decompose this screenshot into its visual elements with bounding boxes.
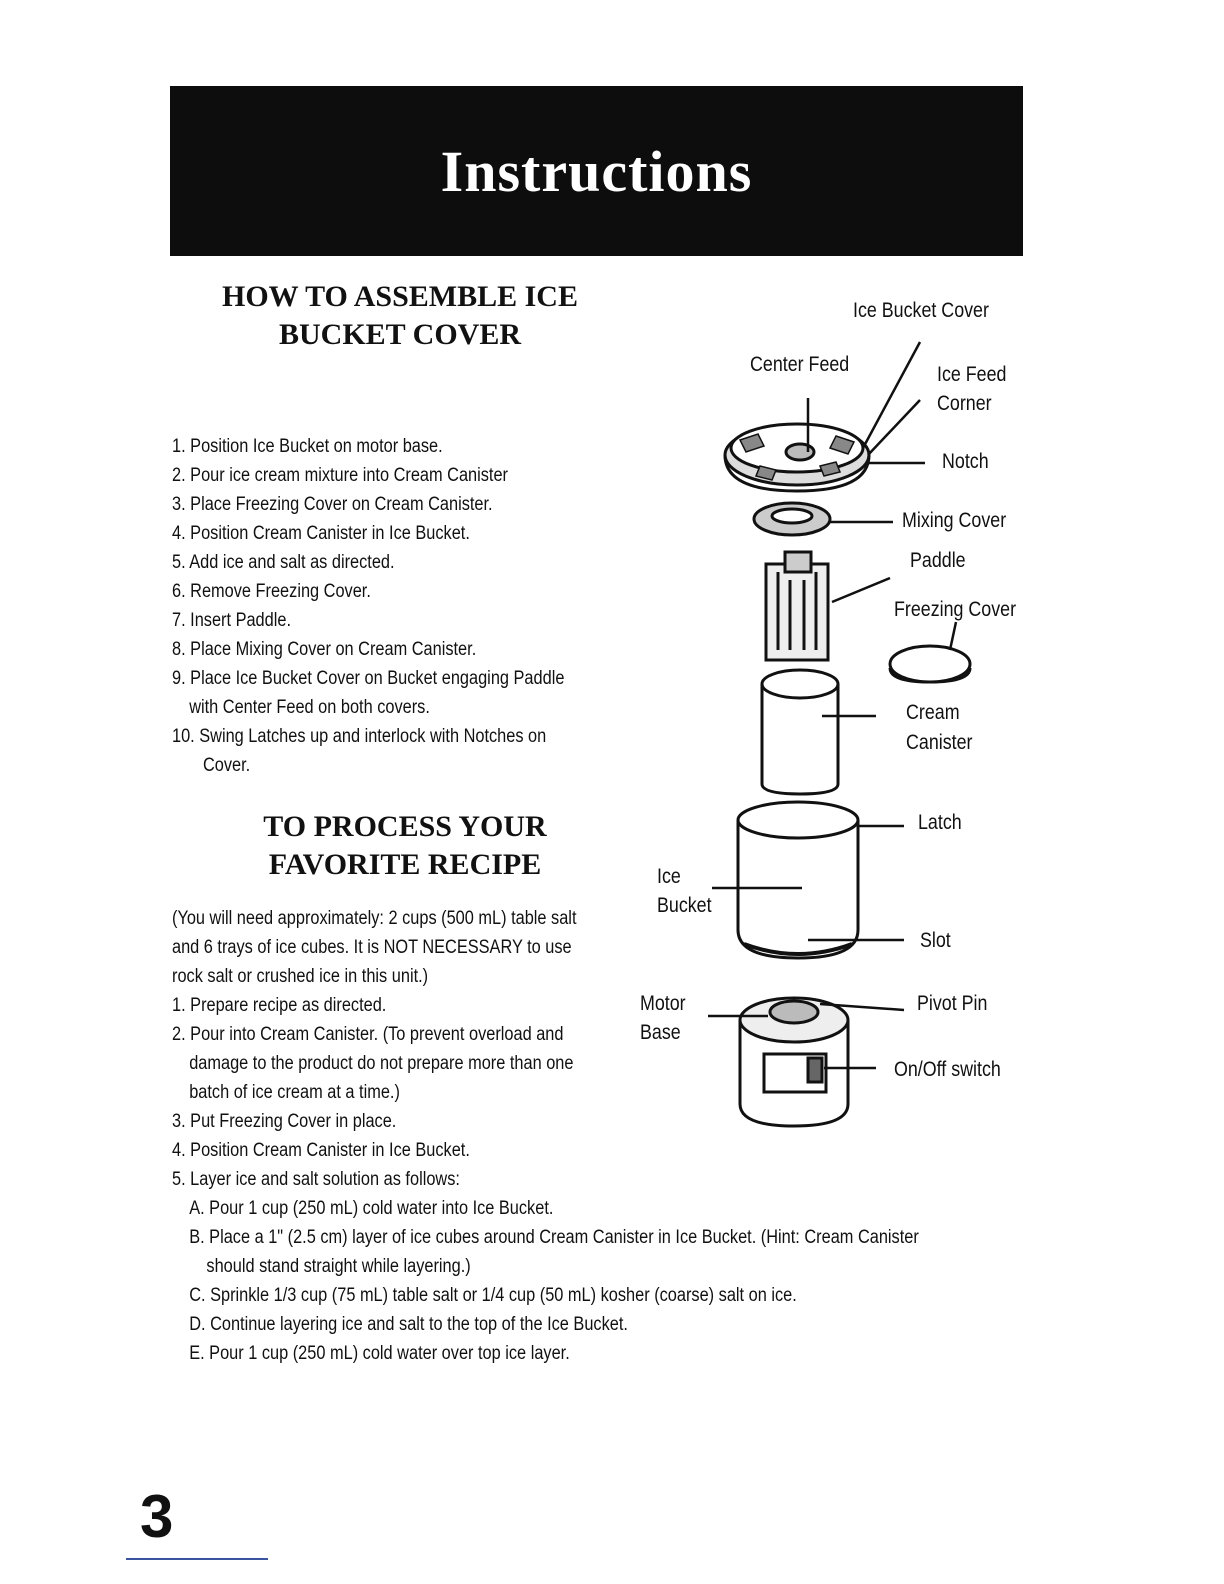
list-item: should stand straight while layering.) (206, 1256, 471, 1277)
cream-canister-illustration (762, 670, 838, 794)
label-slot: Slot (920, 929, 951, 952)
paddle-illustration (766, 552, 828, 660)
label-cream-canister-2: Canister (906, 731, 973, 754)
label-ice-bucket-cover: Ice Bucket Cover (853, 299, 989, 322)
list-item: 2. Pour into Cream Canister. (To prevent overload and (172, 1024, 564, 1045)
page-number: 3 (140, 1483, 174, 1550)
list-item: 3. Put Freezing Cover in place. (172, 1111, 397, 1132)
assemble-heading-line2: BUCKET COVER (279, 318, 521, 351)
list-item: B. Place a 1" (2.5 cm) layer of ice cubes around Cream Canister in Ice Bucket. (Hint: Cream Canister (189, 1227, 919, 1248)
list-item: A. Pour 1 cup (250 mL) cold water into Ice Bucket. (189, 1198, 554, 1219)
label-motor-base-1: Motor (640, 992, 686, 1015)
page-title: Instructions (440, 138, 753, 204)
label-latch: Latch (918, 811, 962, 834)
ice-bucket-cover-illustration (725, 424, 869, 491)
label-ice-feed-corner-2: Corner (937, 392, 992, 415)
page-number-rule (126, 1558, 268, 1560)
list-item: 4. Position Cream Canister in Ice Bucket. (172, 1140, 470, 1161)
list-item: 7. Insert Paddle. (172, 610, 292, 631)
freezing-cover-illustration (890, 646, 970, 682)
label-paddle: Paddle (910, 549, 966, 572)
label-motor-base-2: Base (640, 1021, 681, 1044)
list-item: 8. Place Mixing Cover on Cream Canister. (172, 639, 477, 660)
label-ice-bucket-1: Ice (657, 865, 681, 888)
list-item: C. Sprinkle 1/3 cup (75 mL) table salt or 1/4 cup (50 mL) kosher (coarse) salt on ice. (189, 1285, 797, 1306)
list-item: batch of ice cream at a time.) (189, 1082, 400, 1103)
ice-bucket-illustration (738, 802, 858, 958)
label-mixing-cover: Mixing Cover (902, 509, 1007, 532)
label-pivot-pin: Pivot Pin (917, 992, 988, 1015)
list-item: E. Pour 1 cup (250 mL) cold water over top ice layer. (189, 1343, 570, 1364)
label-ice-feed-corner-1: Ice Feed (937, 363, 1007, 386)
list-item: 9. Place Ice Bucket Cover on Bucket engaging Paddle (172, 668, 565, 689)
mixing-cover-illustration (754, 503, 830, 535)
process-heading-line2: FAVORITE RECIPE (268, 848, 542, 881)
process-heading-line1: TO PROCESS YOUR (263, 810, 547, 843)
list-item: 5. Add ice and salt as directed. (172, 552, 395, 573)
label-on-off-switch: On/Off switch (894, 1058, 1001, 1081)
label-freezing-cover: Freezing Cover (894, 598, 1017, 621)
assemble-heading-line1: HOW TO ASSEMBLE ICE (222, 280, 578, 313)
list-item: D. Continue layering ice and salt to the top of the Ice Bucket. (189, 1314, 628, 1335)
list-item: 1. Prepare recipe as directed. (172, 995, 387, 1016)
intro-line: and 6 trays of ice cubes. It is NOT NECESSARY to use (172, 937, 572, 958)
list-item: 10. Swing Latches up and interlock with Notches on (172, 726, 547, 747)
intro-line: rock salt or crushed ice in this unit.) (172, 966, 429, 987)
list-item: Cover. (202, 755, 251, 776)
list-item: 1. Position Ice Bucket on motor base. (172, 436, 443, 457)
label-notch: Notch (942, 450, 989, 473)
list-item: damage to the product do not prepare more than one (189, 1053, 574, 1074)
list-item: with Center Feed on both covers. (189, 697, 430, 718)
label-center-feed: Center Feed (750, 353, 850, 376)
list-item: 5. Layer ice and salt solution as follows: (172, 1169, 460, 1190)
list-item: 4. Position Cream Canister in Ice Bucket. (172, 523, 470, 544)
intro-line: (You will need approximately: 2 cups (500 mL) table salt (172, 908, 577, 929)
list-item: 3. Place Freezing Cover on Cream Canister. (172, 494, 493, 515)
label-ice-bucket-2: Bucket (657, 894, 712, 917)
list-item: 2. Pour ice cream mixture into Cream Canister (172, 465, 508, 486)
label-cream-canister-1: Cream (906, 701, 960, 724)
list-item: 6. Remove Freezing Cover. (172, 581, 371, 602)
